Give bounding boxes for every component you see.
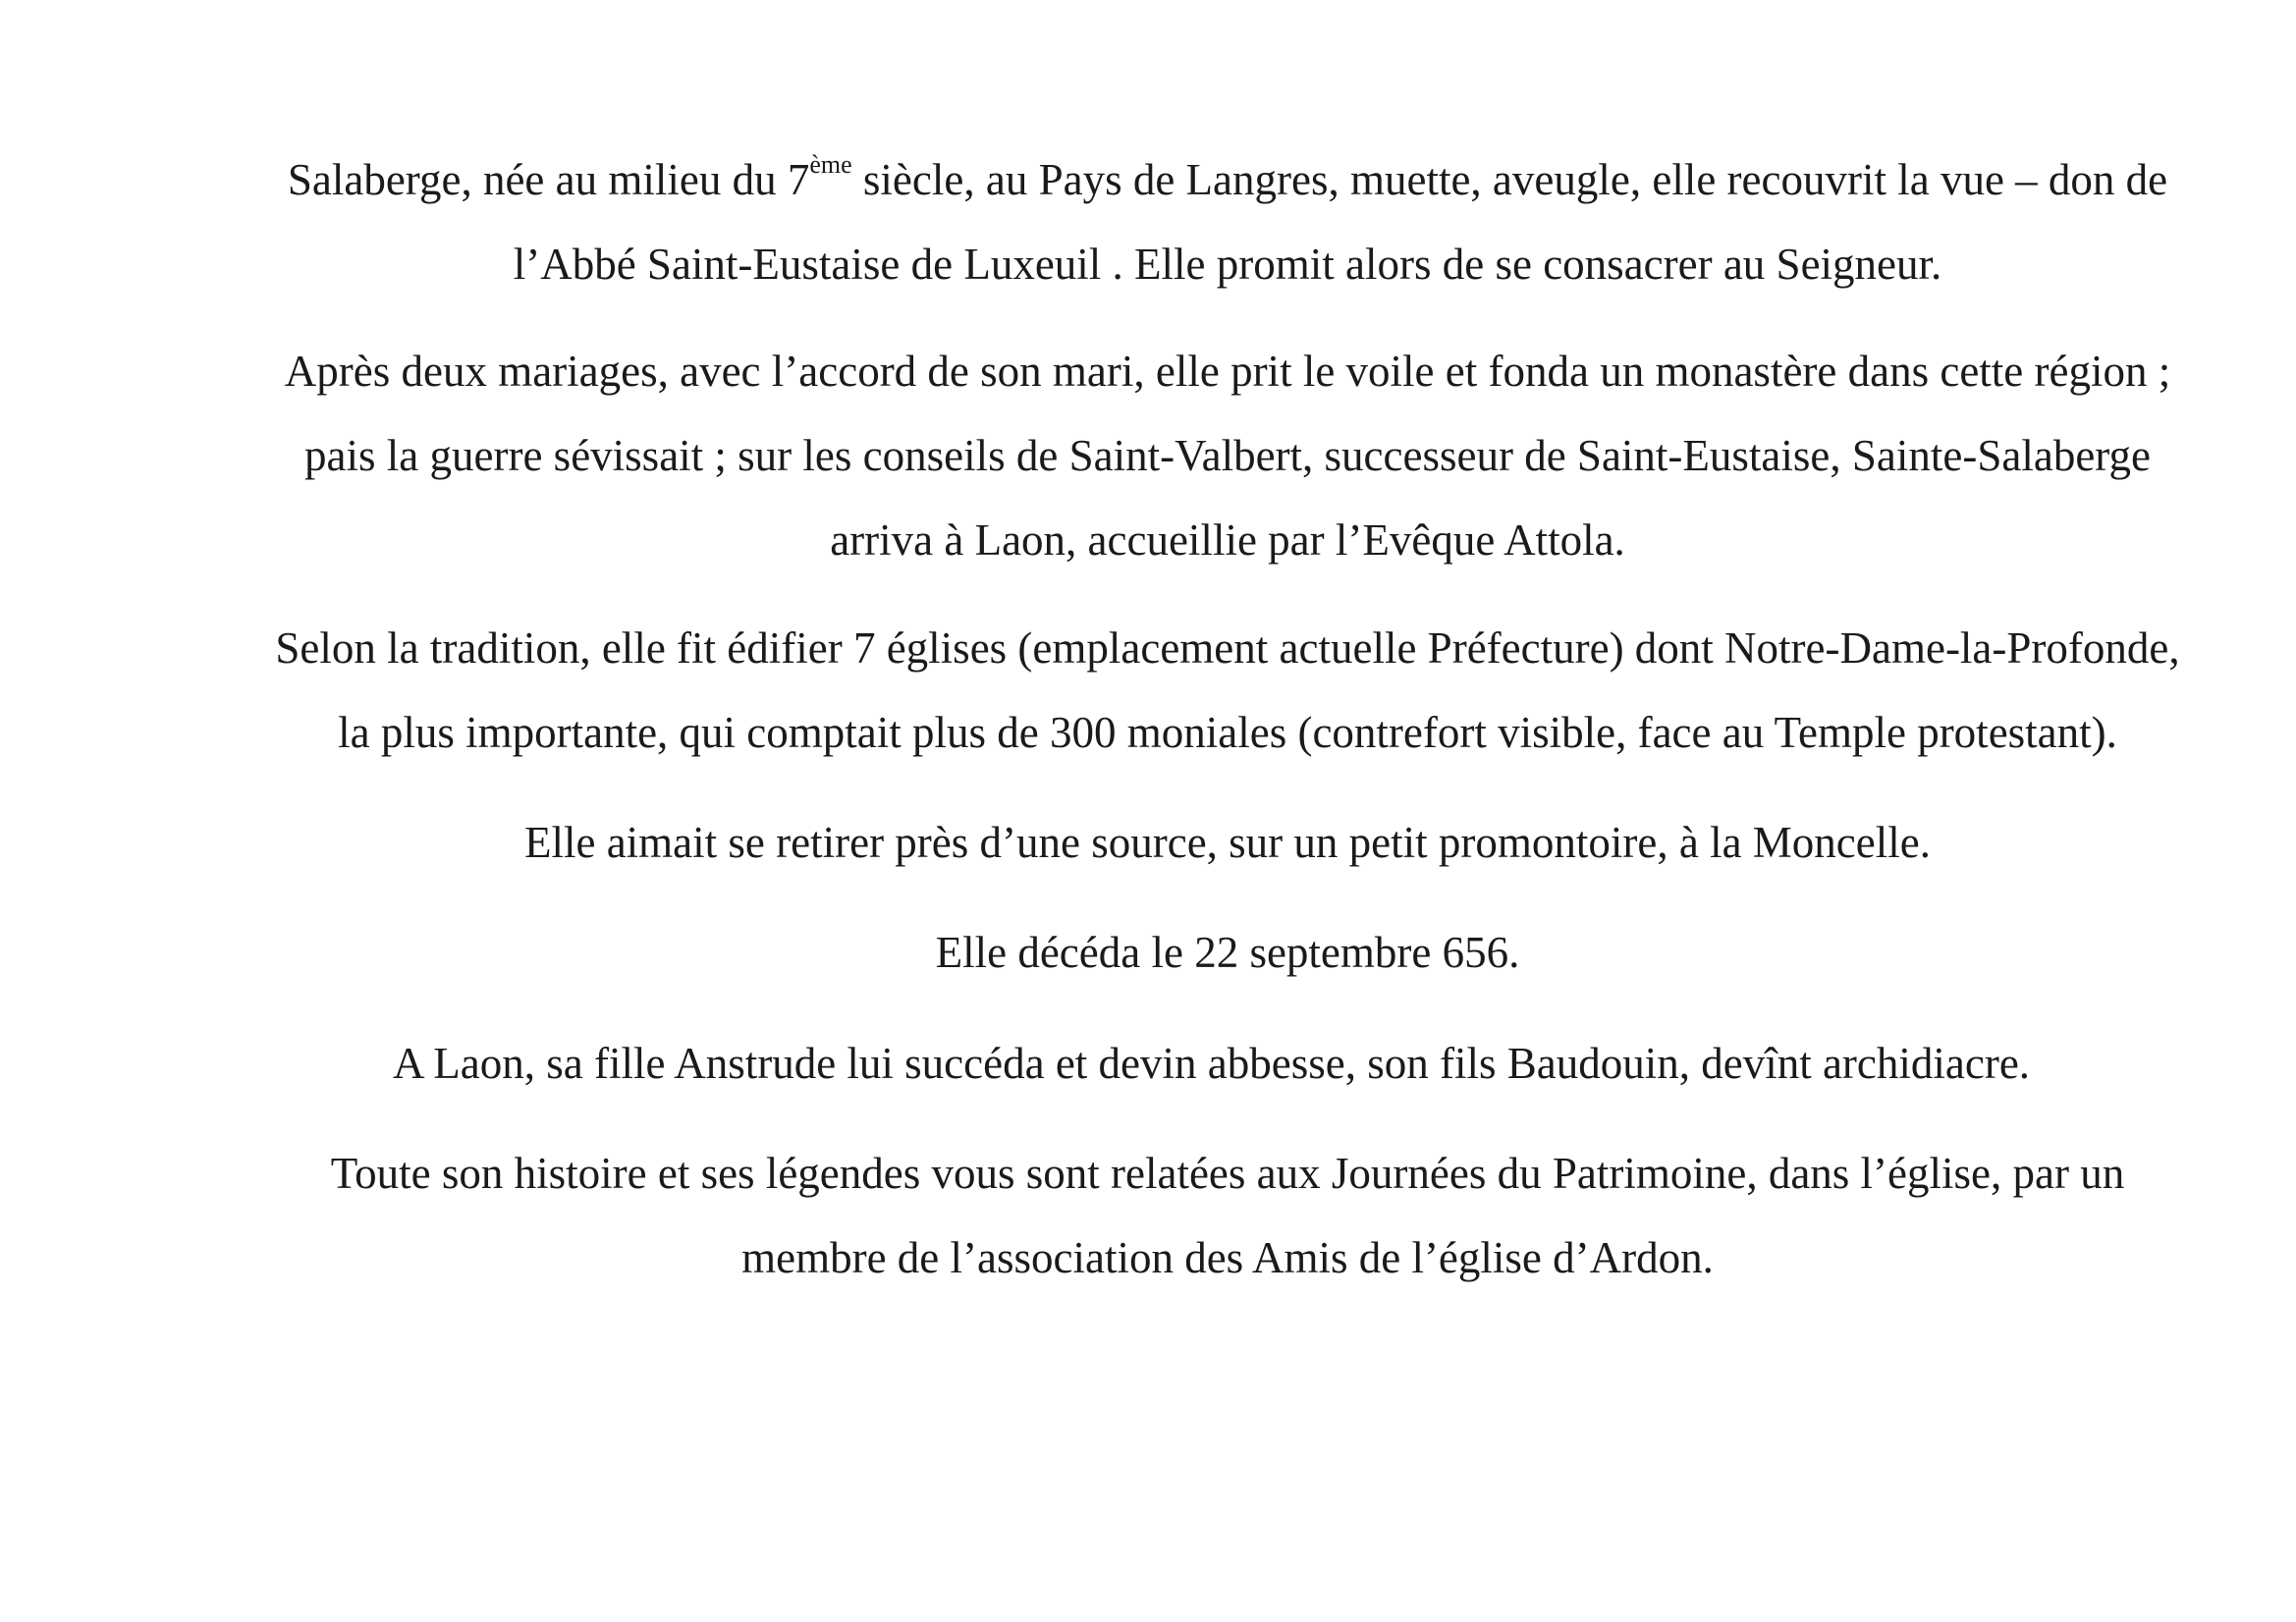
- paragraph-line: arriva à Laon, accueillie par l’Evêque Attola.: [830, 515, 1625, 565]
- paragraph-marriages-monastery: [177, 329, 2278, 582]
- paragraph-line: A Laon, sa fille Anstrude lui succéda et devin abbesse, son fils Baudouin, devînt archidiacre.: [393, 1039, 2031, 1088]
- paragraph-line: membre de l’association des Amis de l’église d’Ardon.: [741, 1233, 1714, 1282]
- paragraph-line: Après deux mariages, avec l’accord de son mari, elle prit le voile et fonda un monastère dans cette région ;: [284, 347, 2171, 396]
- paragraph-death-date: [177, 910, 2278, 995]
- paragraph-line: pais la guerre sévissait ; sur les conseils de Saint-Valbert, successeur de Saint-Eustaise, Sainte-Salaberge: [304, 431, 2151, 480]
- paragraph-line: Elle décéda le 22 septembre 656.: [935, 928, 1520, 977]
- paragraph-line: l’Abbé Saint-Eustaise de Luxeuil . Elle promit alors de se consacrer au Seigneur.: [513, 240, 1942, 289]
- paragraph-heritage-days: [177, 1131, 2278, 1300]
- text-run: siècle, au Pays de Langres, muette, aveugle, elle recouvrit la vue – don de: [851, 155, 2168, 204]
- paragraph-source-moncelle: [177, 800, 2278, 885]
- paragraph-line: Elle aimait se retirer près d’une source, sur un petit promontoire, à la Moncelle.: [523, 818, 1931, 867]
- paragraph-line: [177, 137, 2278, 222]
- text-run: Salaberge, née au milieu du 7: [287, 155, 810, 204]
- paragraph-succession: [393, 1021, 2160, 1106]
- paragraph-line: Selon la tradition, elle fit édifier 7 églises (emplacement actuelle Préfecture) dont Notre-Dame-la-Profonde,: [275, 623, 2180, 673]
- paragraph-line: Toute son histoire et ses légendes vous sont relatées aux Journées du Patrimoine, dans l’église, par un: [330, 1149, 2125, 1198]
- paragraph-salaberge-birth: [177, 137, 2278, 306]
- paragraph-churches: [177, 606, 2278, 775]
- superscript: ème: [809, 150, 852, 179]
- paragraph-line: la plus importante, qui comptait plus de 300 moniales (contrefort visible, face au Temple protestant).: [338, 708, 2117, 757]
